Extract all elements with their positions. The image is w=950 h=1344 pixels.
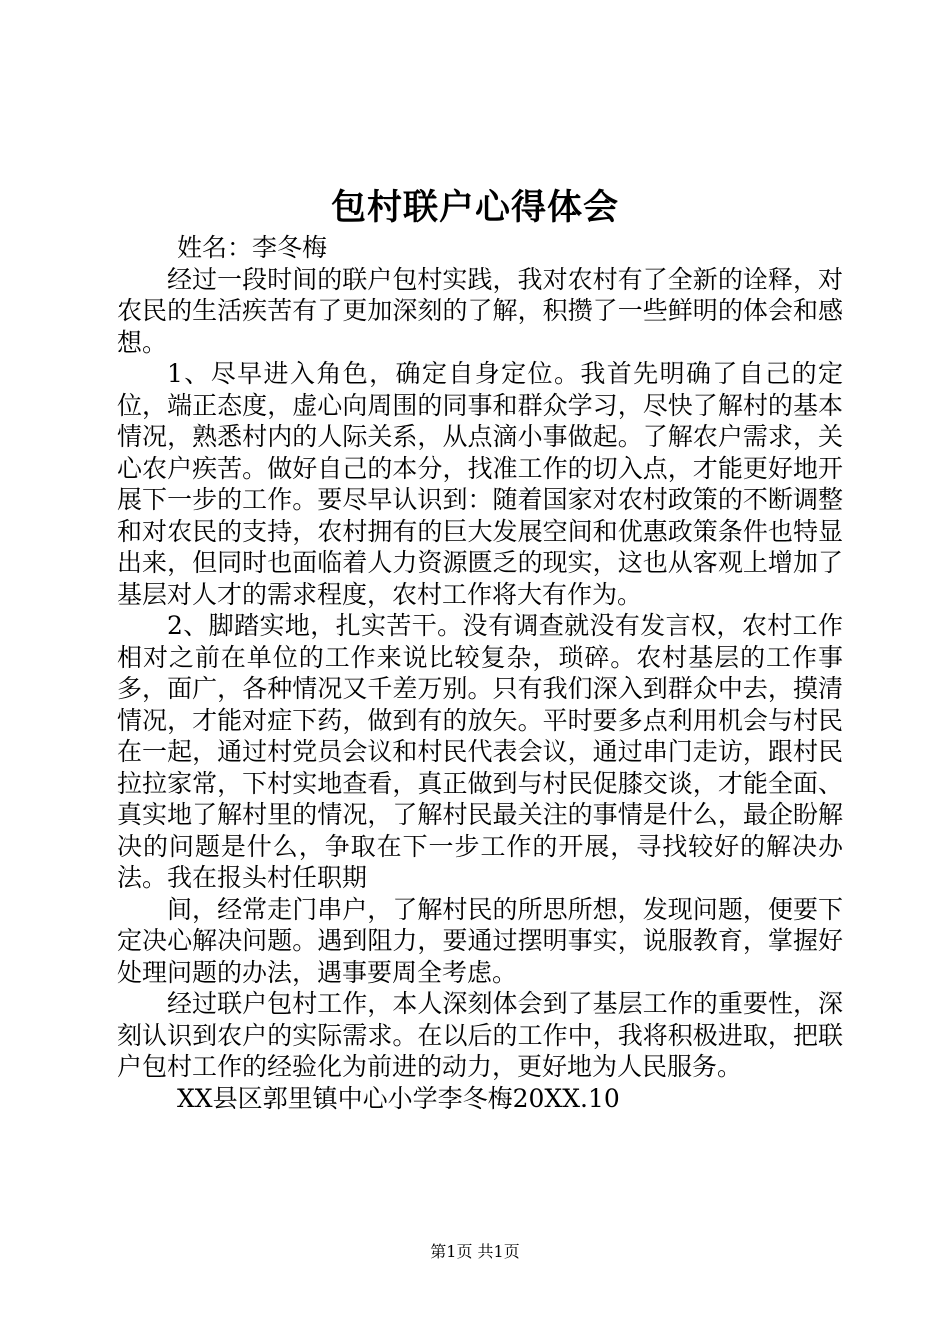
paragraph-conclusion: 经过联户包村工作，本人深刻体会到了基层工作的重要性，深刻认识到农户的实际需求。在以后的工作中，我将积极进取，把联户包村工作的经验化为前进的动力，更好地为人民服务。 [117,989,843,1081]
page-number-footer: 第1页 共1页 [430,1242,520,1261]
author-line: 姓名：李冬梅 [177,233,328,262]
signature-line: XX县区郭里镇中心小学李冬梅20XX.10 [177,1083,620,1113]
paragraph-point-2: 2、脚踏实地，扎实苦干。没有调查就没有发言权，农村工作相对之前在单位的工作来说比较复杂，琐碎。农村基层的工作事多，面广，各种情况又千差万别。只有我们深入到群众中去，摸清情况，才能对症下药，做到有的放矢。平时要多点利用机会与村民在一起，通过村党员会议和村民代表会议，通过串门走访，跟村民拉拉家常，下村实地查看，真正做到与村民促膝交谈，才能全面、真实地了解村里的情况，了解村民最关注的事情是什么，最企盼解决的问题是什么，争取在下一步工作的开展，寻找较好的解决办法。我在报头村任职期 [117,611,843,892]
document-title: 包村联户心得体会 [330,187,619,228]
paragraph-point-2-continued: 间，经常走门串户，了解村民的所思所想，发现问题，便要下定决心解决问题。遇到阻力，要通过摆明事实，说服教育，掌握好处理问题的办法，遇事要周全考虑。 [117,894,843,987]
paragraph-point-1: 1、尽早进入角色，确定自身定位。我首先明确了自己的定位，端正态度，虚心向周围的同事和群众学习，尽快了解村的基本情况，熟悉村内的人际关系，从点滴小事做起。了解农户需求，关心农户疾苦。做好自己的本分，找准工作的切入点，才能更好地开展下一步的工作。要尽早认识到：随着国家对农村政策的不断调整和对农民的支持，农村拥有的巨大发展空间和优惠政策条件也特显出来，但同时也面临着人力资源匮乏的现实，这也从客观上增加了基层对人才的需求程度，农村工作将大有作为。 [117,359,843,609]
paragraph-intro: 经过一段时间的联户包村实践，我对农村有了全新的诠释，对农民的生活疾苦有了更加深刻的了解，积攒了一些鲜明的体会和感想。 [117,264,843,357]
document-body [117,232,843,1114]
